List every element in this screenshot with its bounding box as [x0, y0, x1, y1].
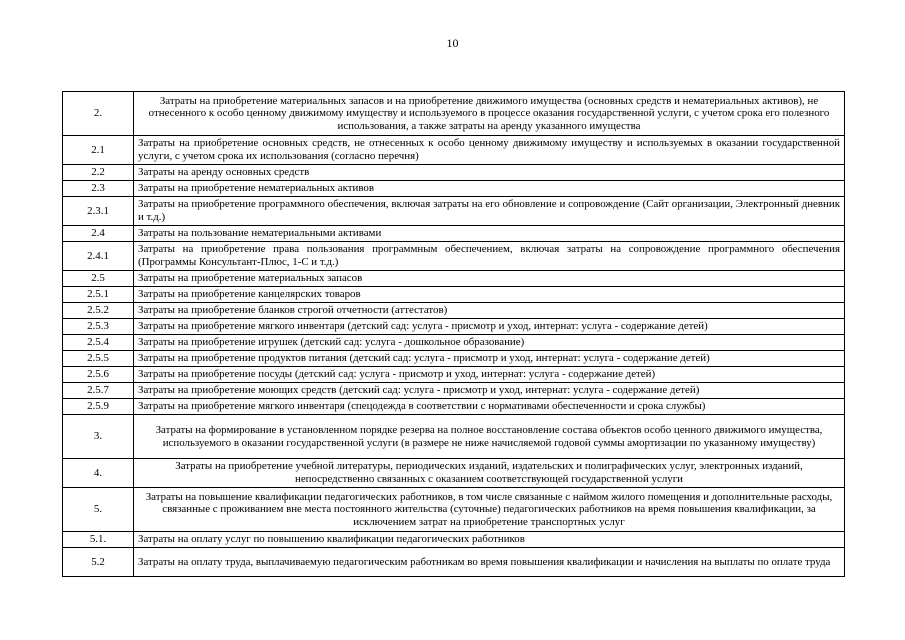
table-row: [63, 351, 845, 367]
table-body: [63, 92, 845, 577]
item-description-cell: Затраты на приобретение материальных запасов и на приобретение движимого имущества (основных средств и нематериальных активов), не отнесенного к особо ценному движимому имуществу и используемого в процессе оказания государственной услуги, с учетом срока его полезного использования, а также затраты на аренду указанного имущества: [134, 92, 845, 136]
item-number-cell: 2.5.6: [63, 367, 134, 383]
item-number-cell: 2.3.1: [63, 197, 134, 226]
item-number-cell: 2.5.4: [63, 335, 134, 351]
item-description-cell: Затраты на приобретение учебной литературы, периодических изданий, издательских и полиграфических услуг, электронных изданий, непосредственно связанных с оказанием соответствующей государственной услуги: [134, 459, 845, 488]
item-number-cell: 2.5.1: [63, 287, 134, 303]
table-row: [63, 287, 845, 303]
item-description-cell: Затраты на приобретение продуктов питания (детский сад: услуга - присмотр и уход, интернат: услуга - содержание детей): [134, 351, 845, 367]
item-number-cell: 2.4: [63, 226, 134, 242]
item-description-cell: Затраты на приобретение игрушек (детский сад: услуга - дошкольное образование): [134, 335, 845, 351]
table-row: [63, 165, 845, 181]
item-number-cell: 5.2: [63, 548, 134, 577]
item-description-cell: Затраты на приобретение моющих средств (детский сад: услуга - присмотр и уход, интернат: услуга - содержание детей): [134, 383, 845, 399]
item-description-cell: Затраты на пользование нематериальными активами: [134, 226, 845, 242]
table-row: [63, 548, 845, 577]
table-row: [63, 319, 845, 335]
table-row: [63, 271, 845, 287]
item-number-cell: 2.5.5: [63, 351, 134, 367]
item-number-cell: 2.2: [63, 165, 134, 181]
table-row: [63, 383, 845, 399]
item-number-cell: 2.5: [63, 271, 134, 287]
item-description-cell: Затраты на приобретение канцелярских товаров: [134, 287, 845, 303]
item-number-cell: 2.3: [63, 181, 134, 197]
item-description-cell: Затраты на приобретение права пользования программным обеспечением, включая затраты на сопровождение программного обеспечения (Программы Консультант-Плюс, 1-С и т.д.): [134, 242, 845, 271]
table-row: [63, 136, 845, 165]
table-row: [63, 226, 845, 242]
item-description-cell: Затраты на приобретение основных средств, не отнесенных к особо ценному движимому имуществу и используемых в оказании государственной услуги, с учетом срока их использования (согласно перечня): [134, 136, 845, 165]
table-row: [63, 415, 845, 459]
item-description-cell: Затраты на аренду основных средств: [134, 165, 845, 181]
table-row: [63, 335, 845, 351]
item-number-cell: 2.5.3: [63, 319, 134, 335]
table-row: [63, 303, 845, 319]
table-row: [63, 181, 845, 197]
table-row: [63, 459, 845, 488]
table-row: [63, 399, 845, 415]
table-row: [63, 197, 845, 226]
item-description-cell: Затраты на формирование в установленном порядке резерва на полное восстановление состава объектов особо ценного движимого имущества, используемого в оказании государственной услуги (в размере не ниже начисляемой годовой суммы амортизации по указанному имуществу): [134, 415, 845, 459]
item-number-cell: 2.1: [63, 136, 134, 165]
table-row: [63, 532, 845, 548]
item-number-cell: 2.5.2: [63, 303, 134, 319]
cost-items-table: [62, 91, 845, 577]
item-number-cell: 5.1.: [63, 532, 134, 548]
item-description-cell: Затраты на приобретение мягкого инвентаря (спецодежда в соответствии с нормативами обеспеченности и срока службы): [134, 399, 845, 415]
table-row: [63, 92, 845, 136]
item-number-cell: 4.: [63, 459, 134, 488]
item-description-cell: Затраты на оплату труда, выплачиваемую педагогическим работникам во время повышения квалификации и начисления на выплаты по оплате труда: [134, 548, 845, 577]
item-description-cell: Затраты на оплату услуг по повышению квалификации педагогических работников: [134, 532, 845, 548]
item-description-cell: Затраты на приобретение нематериальных активов: [134, 181, 845, 197]
item-description-cell: Затраты на приобретение бланков строгой отчетности (аттестатов): [134, 303, 845, 319]
table-row: [63, 367, 845, 383]
item-description-cell: Затраты на приобретение программного обеспечения, включая затраты на его обновление и сопровождение (Сайт организации, Электронный дневник и т.д.): [134, 197, 845, 226]
item-description-cell: Затраты на приобретение материальных запасов: [134, 271, 845, 287]
item-number-cell: 5.: [63, 488, 134, 532]
table-row: [63, 488, 845, 532]
item-number-cell: 3.: [63, 415, 134, 459]
item-number-cell: 2.5.7: [63, 383, 134, 399]
table-row: [63, 242, 845, 271]
item-number-cell: 2.5.9: [63, 399, 134, 415]
item-description-cell: Затраты на приобретение посуды (детский сад: услуга - присмотр и уход, интернат: услуга - содержание детей): [134, 367, 845, 383]
item-number-cell: 2.: [63, 92, 134, 136]
item-description-cell: Затраты на повышение квалификации педагогических работников, в том числе связанные с наймом жилого помещения и дополнительные расходы, связанные с проживанием вне места постоянного жительства (суточные) педагогических работников на время повышения квалификации, за исключением затрат на приобретение транспортных услуг: [134, 488, 845, 532]
item-description-cell: Затраты на приобретение мягкого инвентаря (детский сад: услуга - присмотр и уход, интернат: услуга - содержание детей): [134, 319, 845, 335]
item-number-cell: 2.4.1: [63, 242, 134, 271]
page-number: 10: [446, 36, 459, 50]
